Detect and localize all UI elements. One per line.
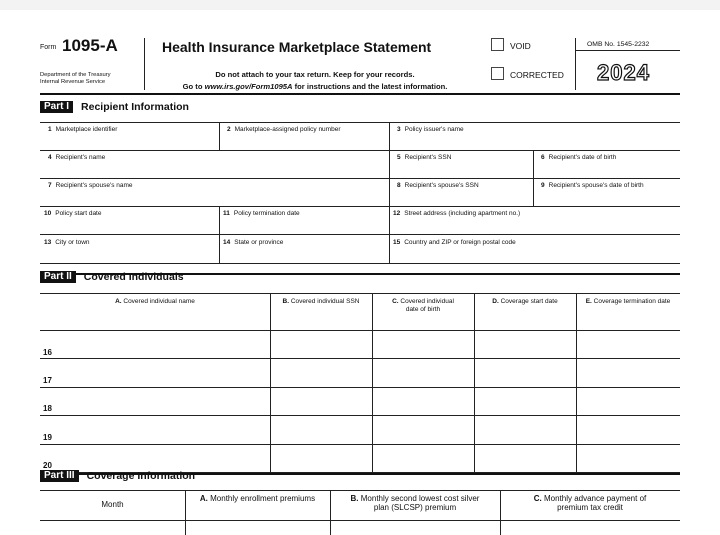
col-label: plan (SLCSP) premium [373, 503, 457, 512]
form-prefix: Form [40, 44, 57, 51]
field-policy-issuer[interactable] [397, 126, 464, 134]
notice-line-2 [148, 81, 482, 93]
notice-line-1: Do not attach to your tax return. Keep for your records. [215, 70, 415, 79]
col-rule [576, 293, 577, 472]
col-label: Monthly second lowest cost silver [360, 494, 480, 503]
field-label: Policy issuer's name [404, 126, 464, 133]
irs-link[interactable]: www.irs.gov/Form1095A [204, 82, 293, 91]
void-checkbox[interactable] [491, 38, 504, 51]
field-country-zip[interactable] [393, 239, 516, 247]
corrected-checkbox[interactable] [491, 67, 504, 80]
field-label: Street address (including apartment no.) [404, 210, 521, 217]
field-spouse-dob[interactable] [541, 182, 644, 190]
col-advance-payment-header [500, 494, 680, 512]
field-label: City or town [55, 239, 90, 246]
col-slcsp-premium-header [330, 494, 500, 512]
col-rule [474, 293, 475, 472]
field-label: State or province [234, 239, 284, 246]
field-label: Marketplace-assigned policy number [234, 126, 341, 133]
col-label: Coverage termination date [593, 298, 671, 305]
field-policy-number[interactable] [227, 126, 340, 134]
omb-line [576, 50, 680, 51]
header-bottom-rule [40, 93, 680, 95]
part-3-header [40, 470, 195, 482]
row-number-16: 16 [43, 348, 52, 357]
row-rule [40, 330, 680, 331]
part-1-top-rule [40, 122, 680, 123]
col-rule [389, 122, 390, 263]
row-rule [40, 206, 680, 207]
col-rule [219, 206, 220, 263]
field-marketplace-identifier[interactable] [48, 126, 117, 134]
field-number: 2 [227, 126, 231, 133]
row-rule [40, 234, 680, 235]
row-rule [40, 358, 680, 359]
row-number-18: 18 [43, 404, 52, 413]
field-spouse-name[interactable] [48, 182, 133, 190]
corrected-label: CORRECTED [510, 70, 564, 80]
part-2-header-rule [40, 293, 680, 294]
row-number-20: 20 [43, 461, 52, 470]
field-label: Recipient's date of birth [548, 154, 617, 161]
col-label: Monthly enrollment premiums [210, 494, 316, 503]
row-rule [40, 178, 680, 179]
void-label: VOID [510, 41, 531, 51]
part-2-tag: Part II [40, 271, 76, 283]
agency-line: Internal Revenue Service [40, 79, 106, 85]
field-number: 7 [48, 182, 52, 189]
field-number: 4 [48, 154, 52, 161]
form-notice [148, 69, 482, 93]
part-1-title: Recipient Information [81, 101, 189, 113]
field-spouse-ssn[interactable] [397, 182, 479, 190]
row-rule [40, 415, 680, 416]
row-number-17: 17 [43, 376, 52, 385]
omb-divider [575, 38, 576, 90]
part-3-tag: Part III [40, 470, 79, 482]
field-label: Recipient's SSN [404, 154, 452, 161]
tax-year: 2024 [597, 60, 650, 85]
col-letter: C. [392, 298, 399, 305]
col-rule [270, 293, 271, 472]
field-number: 10 [44, 210, 52, 217]
part-3-column-rule [40, 520, 680, 521]
row-rule [40, 150, 680, 151]
field-label: Recipient's spouse's date of birth [548, 182, 644, 189]
col-letter: B. [350, 494, 359, 503]
field-policy-start-date[interactable] [44, 210, 101, 218]
header-divider [144, 38, 145, 90]
notice-suffix: for instructions and the latest information. [292, 82, 448, 91]
col-b-header [270, 298, 372, 306]
field-number: 14 [223, 239, 231, 246]
field-label: Policy start date [55, 210, 102, 217]
part-3-title: Coverage Information [86, 470, 196, 482]
field-city[interactable] [44, 239, 90, 247]
field-label: Recipient's name [55, 154, 106, 161]
form-page [0, 10, 720, 535]
part-1-tag: Part I [40, 101, 73, 113]
col-label: Coverage start date [500, 298, 558, 305]
col-c-header [372, 298, 474, 313]
col-rule [533, 150, 534, 206]
field-number: 6 [541, 154, 545, 161]
col-e-header [576, 298, 680, 306]
field-number: 15 [393, 239, 401, 246]
omb-number: OMB No. 1545-2232 [587, 41, 650, 48]
field-number: 12 [393, 210, 401, 217]
field-label: Policy termination date [233, 210, 300, 217]
col-enrollment-premiums-header [185, 494, 330, 503]
field-number: 3 [397, 126, 401, 133]
department-info [40, 72, 111, 86]
col-label: Month [101, 500, 124, 509]
col-letter: C. [533, 494, 542, 503]
col-a-header [40, 298, 270, 306]
field-policy-termination-date[interactable] [223, 210, 300, 218]
col-label: date of birth [405, 305, 441, 313]
form-number: 1095-A [62, 36, 118, 55]
col-letter: B. [282, 298, 290, 305]
col-label: Covered individual [400, 298, 454, 305]
row-rule [40, 387, 680, 388]
col-d-header [474, 298, 576, 306]
field-number: 13 [44, 239, 52, 246]
field-label: Country and ZIP or foreign postal code [404, 239, 516, 246]
field-number: 5 [397, 154, 401, 161]
col-letter: A. [115, 298, 122, 305]
field-number: 8 [397, 182, 401, 189]
col-label: Covered individual name [123, 298, 195, 305]
col-label: premium tax credit [557, 503, 623, 512]
field-number: 1 [48, 126, 52, 133]
col-letter: D. [492, 298, 499, 305]
field-street-address[interactable] [393, 210, 520, 218]
col-label: Covered individual SSN [290, 298, 360, 305]
col-month-header [40, 500, 185, 509]
col-rule [372, 293, 373, 472]
part-3-header-rule [40, 490, 680, 491]
part-2-header [40, 271, 184, 283]
part-1-header [40, 101, 189, 113]
row-rule [40, 263, 680, 264]
department-line: Department of the Treasury [40, 72, 111, 78]
col-label: Monthly advance payment of [543, 494, 647, 503]
col-rule [219, 122, 220, 150]
col-letter: A. [199, 494, 208, 503]
notice-prefix: Go to [182, 82, 205, 91]
field-recipient-dob[interactable] [541, 154, 616, 162]
col-letter: E. [585, 298, 592, 305]
field-label: Recipient's spouse's SSN [404, 182, 479, 189]
row-number-19: 19 [43, 433, 52, 442]
field-state[interactable] [223, 239, 283, 247]
field-number: 9 [541, 182, 545, 189]
field-label: Recipient's spouse's name [55, 182, 133, 189]
field-number: 11 [223, 210, 230, 217]
field-recipient-name[interactable] [48, 154, 105, 162]
field-recipient-ssn[interactable] [397, 154, 451, 162]
form-title: Health Insurance Marketplace Statement [162, 39, 432, 55]
part-2-title: Covered Individuals [83, 271, 184, 283]
row-rule [40, 444, 680, 445]
field-label: Marketplace identifier [55, 126, 118, 133]
